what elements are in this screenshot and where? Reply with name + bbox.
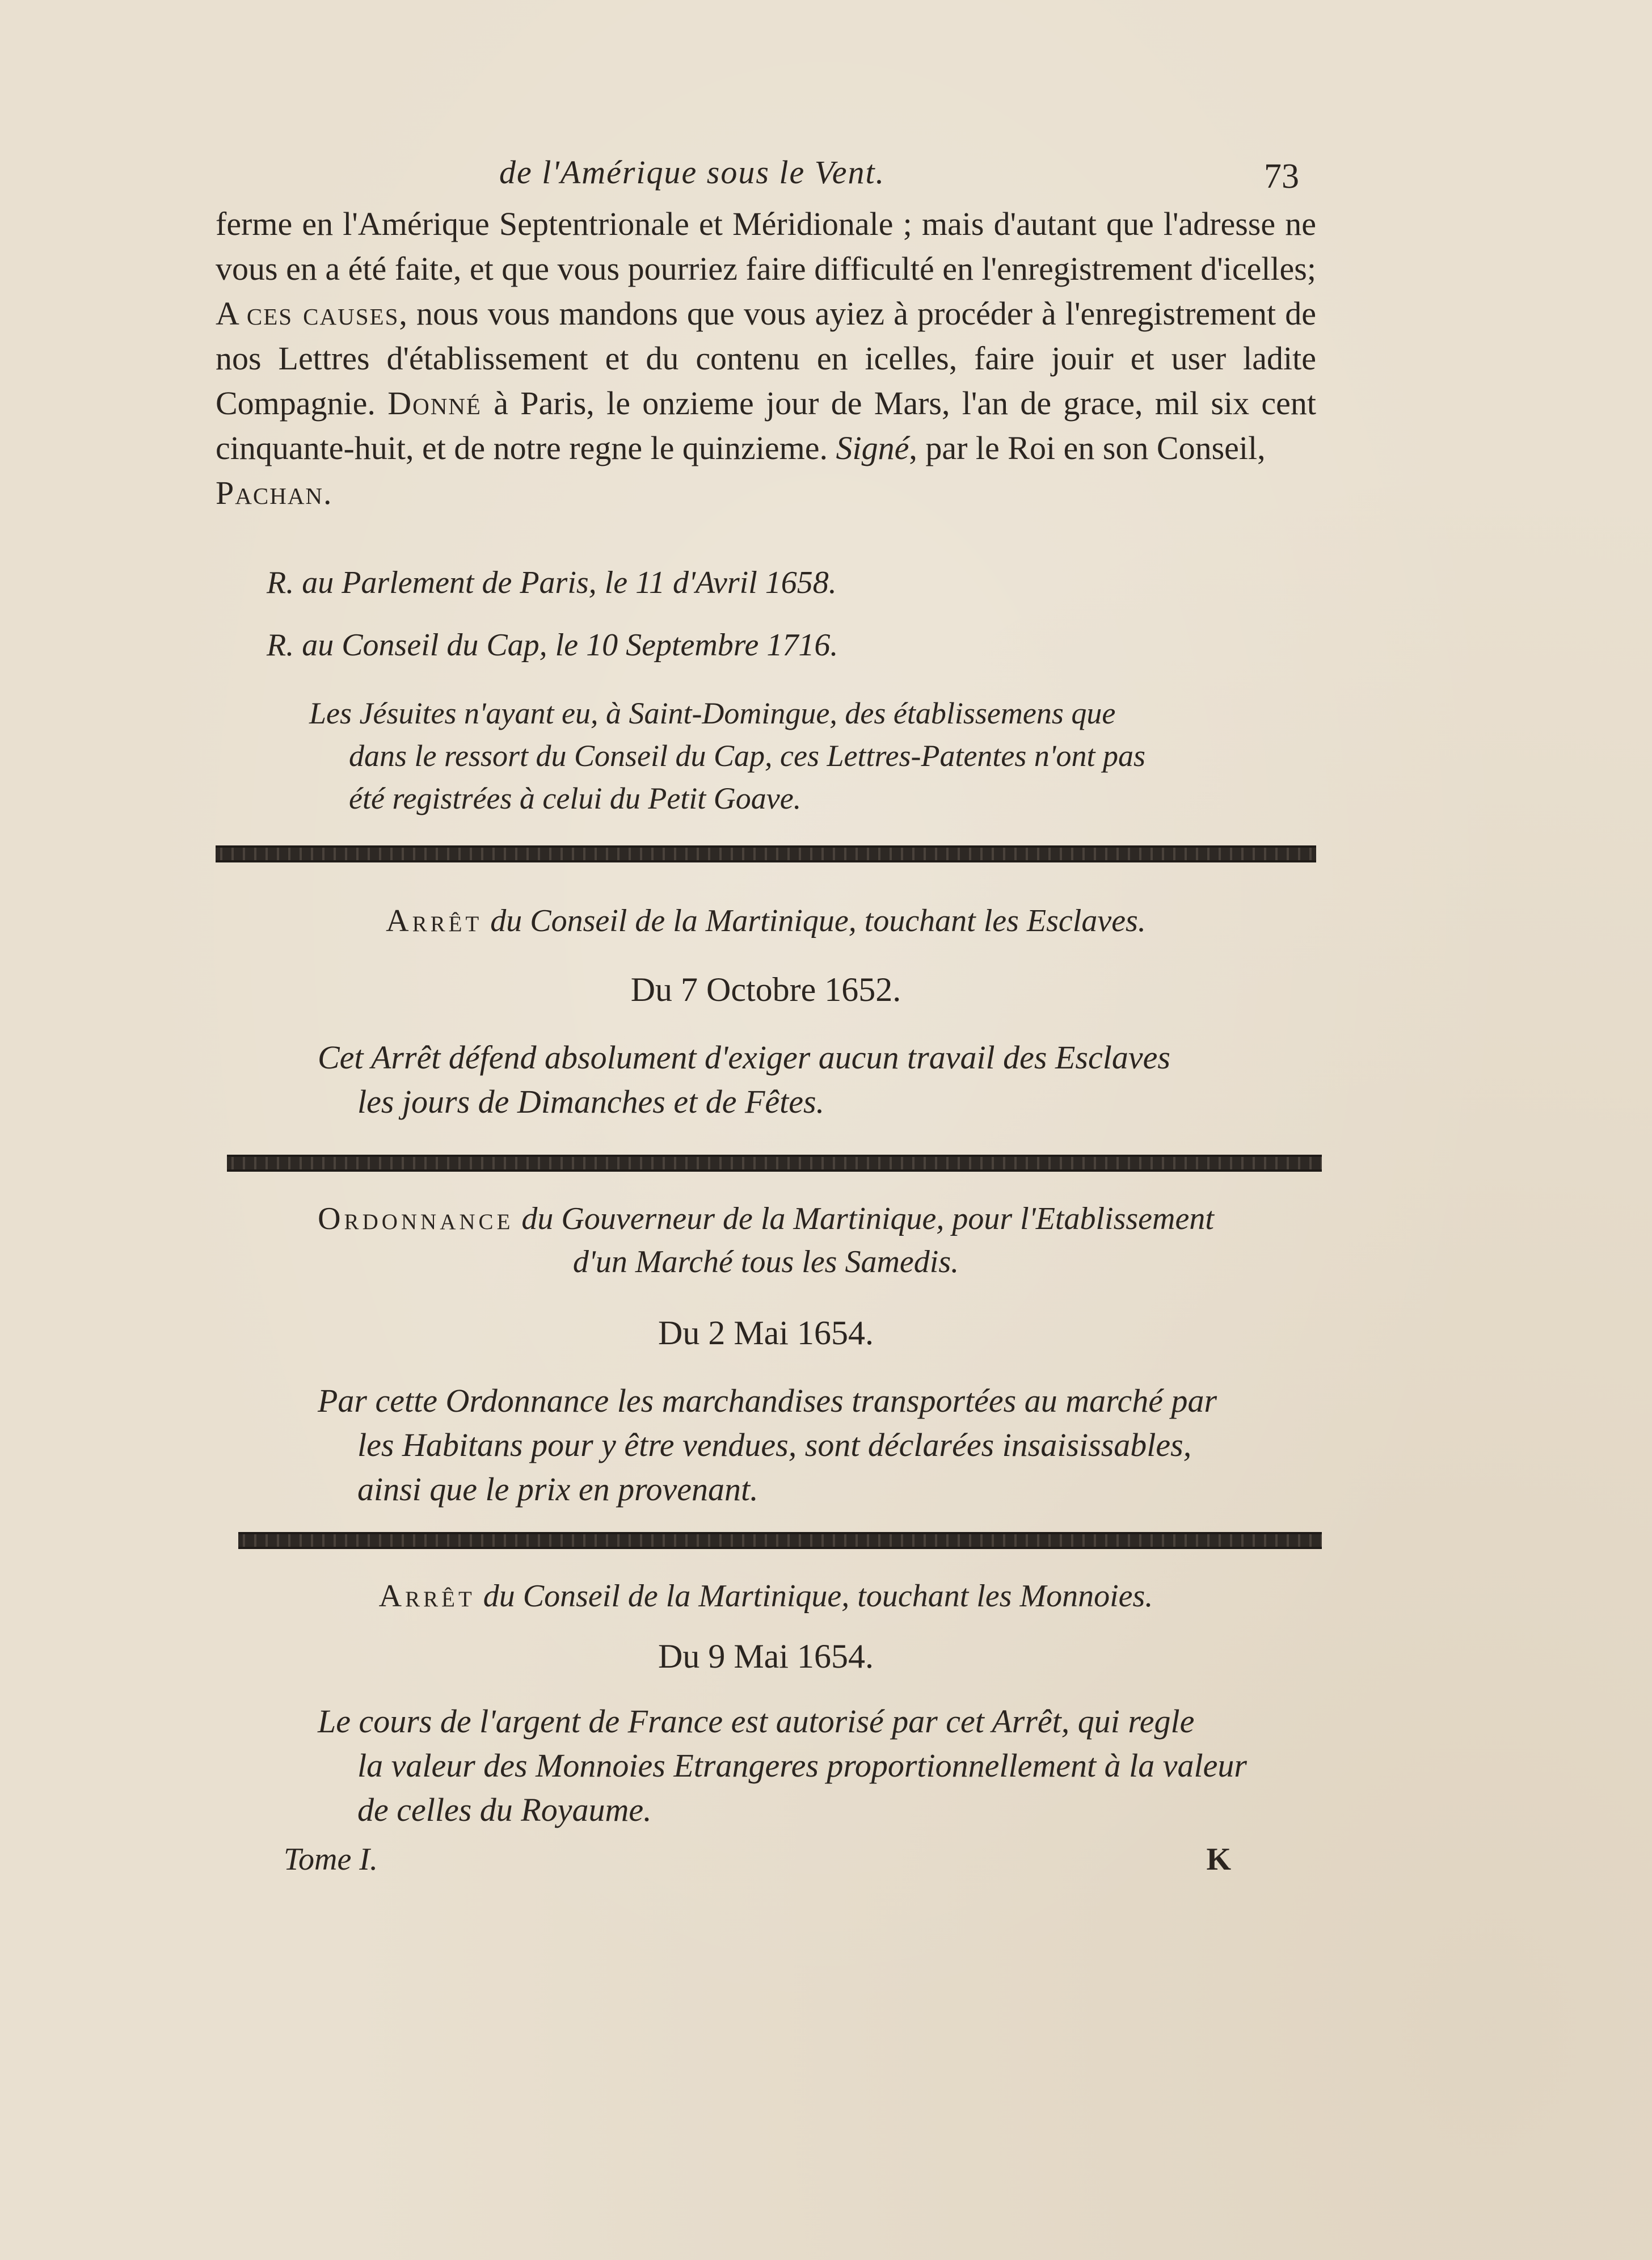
- summary-line: Le cours de l'argent de France est autorisé par cet Arrêt, qui regle: [318, 1703, 1195, 1740]
- note-line: Les Jésuites n'ayant eu, à Saint-Domingue, des établissemens que: [309, 696, 1116, 730]
- body-text-part2: , nous vous mandons que vous ayiez à procéder à l'enregistrement de nos Lettres d'établissement et du contenu en icelles, faire jouir et user ladite Compagnie.: [216, 295, 1317, 422]
- summary-line: Par cette Ordonnance les marchandises transportées au marché par: [318, 1382, 1217, 1419]
- signature-mark: K: [1206, 1842, 1231, 1877]
- section-rule: [216, 845, 1316, 862]
- page-number: 73: [1264, 157, 1299, 196]
- body-text-part1: ferme en l'Amérique Septentrionale et Méridionale ; mais d'autant que l'adresse ne vous en a été faite, et que vous pourriez faire difficulté en l'enregistrement d'icelles; A: [216, 205, 1316, 332]
- summary-line: les Habitans pour y être vendues, sont déclarées insaisissables,: [357, 1426, 1192, 1463]
- entry-summary: [318, 1699, 1328, 1832]
- signe-italic: Signé: [836, 430, 909, 466]
- page-footer: [284, 1841, 1248, 1887]
- summary-line: de celles du Royaume.: [357, 1791, 652, 1828]
- ces-causes-smallcaps: ces causes: [246, 295, 399, 332]
- note-line: dans le ressort du Conseil du Cap, ces Lettres-Patentes n'ont pas: [349, 739, 1145, 773]
- registration-cap: R. au Conseil du Cap, le 10 Septembre 1716.: [267, 628, 838, 663]
- volume-label: Tome I.: [284, 1842, 378, 1877]
- entry-heading-esclaves: [216, 899, 1316, 942]
- section-rule: [238, 1532, 1322, 1549]
- running-head: [216, 153, 1316, 204]
- donne-smallcaps: Donné: [387, 385, 482, 422]
- entry-heading-marche: [216, 1197, 1316, 1283]
- entry-lead: Arrêt: [386, 903, 483, 938]
- registration-paris: R. au Parlement de Paris, le 11 d'Avril 1658.: [267, 565, 837, 600]
- entry-title: du Gouverneur de la Martinique, pour l'Etablissement: [513, 1201, 1214, 1236]
- entry-summary: [318, 1036, 1328, 1124]
- summary-line: Cet Arrêt défend absolument d'exiger aucun travail des Esclaves: [318, 1039, 1170, 1076]
- note-line: été registrées à celui du Petit Goave.: [349, 781, 802, 815]
- summary-line: la valeur des Monnoies Etrangeres proportionnellement à la valeur: [357, 1747, 1247, 1784]
- entry-lead: Ordonnance: [318, 1201, 514, 1236]
- summary-line: les jours de Dimanches et de Fêtes.: [357, 1083, 825, 1120]
- entry-heading-monnoies: [216, 1575, 1316, 1618]
- entry-summary: [318, 1379, 1328, 1512]
- signatory-name: Pachan.: [216, 474, 333, 511]
- jesuit-note: [309, 692, 1319, 820]
- entry-title: du Conseil de la Martinique, touchant les Monnoies.: [475, 1579, 1153, 1614]
- entry-lead: Arrêt: [378, 1579, 475, 1614]
- body-text-part4: , par le Roi en son Conseil,: [909, 430, 1266, 466]
- entry-title: du Conseil de la Martinique, touchant les Esclaves.: [482, 903, 1146, 938]
- summary-line: ainsi que le prix en provenant.: [357, 1471, 758, 1508]
- running-title: de l'Amérique sous le Vent.: [499, 154, 886, 191]
- entry-date: Du 7 Octobre 1652.: [630, 971, 901, 1008]
- entry-date: Du 9 Mai 1654.: [658, 1638, 874, 1675]
- body-text-part3: à Paris, le onzieme jour de Mars, l'an de grace, mil six cent cinquante-huit, et de notre regne le quinzieme.: [216, 385, 1316, 466]
- entry-title-line2: d'un Marché tous les Samedis.: [572, 1244, 959, 1280]
- letters-patent-body: [216, 201, 1316, 515]
- entry-date: Du 2 Mai 1654.: [658, 1314, 874, 1352]
- section-rule: [227, 1155, 1322, 1172]
